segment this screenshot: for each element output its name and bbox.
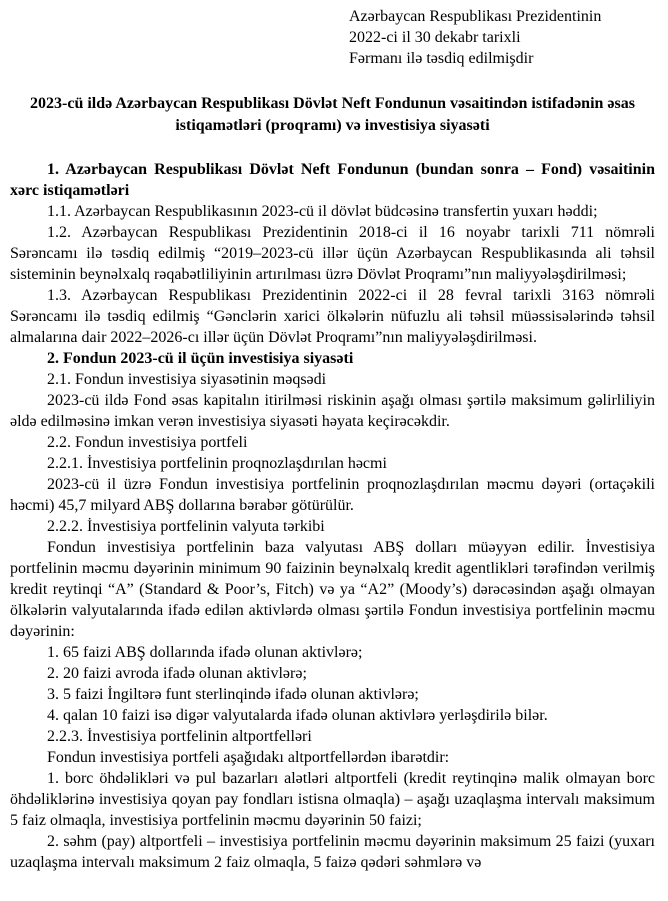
currency-list-item-3: 3. 5 faizi İngiltərə funt sterlinqində ifadə olunan aktivlərə; xyxy=(47,686,419,703)
para-1-3: 1.3. Azərbaycan Respublikası Prezidentinin 2022-ci il 28 fevral tarixli 3163 nömrəli Sərəncamı ilə təsdiq edilmiş “Gənclərin xarici ölkələrin nüfuzlu ali təhsil müəssisələrində təhsil almalarına dair 2022–2026-cı illər üçün Dövlət Proqramı”nın maliyyələşdirilməsi. xyxy=(10,287,655,346)
currency-list-item-1: 1. 65 faizi ABŞ dollarında ifadə olunan aktivlərə; xyxy=(47,644,363,661)
para-subportfolio-2: 2. səhm (pay) altportfeli – investisiya portfelinin məcmu dəyərinin maksimum 25 faizi (yuxarı uzaqlaşma intervalı maksimum 2 faiz olmaqla, 5 faizə qədəri səhmlərə və xyxy=(10,833,655,871)
para-subportfolio-1: 1. borc öhdəlikləri və pul bazarları alətləri altportfeli (kredit reytinqinə malik olmayan borc öhdəliklərinə investisiya qoyan pay fondları istisna olmaqla) – aşağı uzaqlaşma intervalı maksimum 5 faiz olmaqla, investisiya portfelinin məcmu dəyərinin 50 faizi; xyxy=(10,770,655,829)
para-2-2-2-body: Fondun investisiya portfelinin baza valyutası ABŞ dolları müəyyən edilir. İnvestisiya portfelinin məcmu dəyərinin minimum 90 faizinin beynəlxalq kredit agentlikləri tərəfindən verilmiş kredit reytinqi “A” (Standard & Poor’s, Fitch) və ya “A2” (Moody’s) dərəcəsindən aşağı olmayan ölkələrin valyutalarında ifadə edilən aktivlərdə olması şərtilə Fondun investisiya portfelinin məcmu dəyərinin: xyxy=(10,539,655,640)
approval-line-2: 2022-ci il 30 dekabr tarixli xyxy=(349,29,521,46)
currency-list-item-4: 4. qalan 10 faizi isə digər valyutalarda ifadə olunan aktivlərə yerləşdirilə bilər. xyxy=(47,707,548,724)
para-1-1: 1.1. Azərbaycan Respublikasının 2023-cü il dövlət büdcəsinə transfertin yuxarı həddi; xyxy=(47,203,598,220)
currency-list-item-2: 2. 20 faizi avroda ifadə olunan aktivlərə; xyxy=(47,665,307,682)
para-2-2-1-body: 2023-cü il üzrə Fondun investisiya portfelinin proqnozlaşdırılan məcmu dəyəri (ortaçəkili həcmi) 45,7 milyard ABŞ dollarına bərabər götürülür. xyxy=(10,476,655,514)
heading-2-2: 2.2. Fondun investisiya portfeli xyxy=(47,434,248,451)
para-2-1-body: 2023-cü ildə Fond əsas kapitalın itirilməsi riskinin aşağı olması şərtilə maksimum gəlirliliyin əldə edilməsinə imkan verən investisiya siyasəti həyata keçirəcəkdir. xyxy=(10,392,655,430)
heading-2-2-1: 2.2.1. İnvestisiya portfelinin proqnozlaşdırılan həcmi xyxy=(47,455,387,472)
para-1-2: 1.2. Azərbaycan Respublikası Prezidentinin 2018-ci il 16 noyabr tarixli 711 nömrəli Sərəncamı ilə təsdiq edilmiş “2019–2023-cü illər üçün Azərbaycan Respublikasında ali təhsil sisteminin beynəlxalq rəqabətliliyinin artırılması üzrə Dövlət Proqramı”nın maliyyələşdirilməsi; xyxy=(10,224,655,283)
heading-2-2-2: 2.2.2. İnvestisiya portfelinin valyuta tərkibi xyxy=(47,518,325,535)
approval-line-1: Azərbaycan Respublikası Prezidentinin xyxy=(349,8,602,25)
heading-section-1: 1. Azərbaycan Respublikası Dövlət Neft Fondunun (bundan sonra – Fond) vəsaitinin xərc istiqamətləri xyxy=(10,161,655,199)
document-title: 2023-cü ildə Azərbaycan Respublikası Dövlət Neft Fondunun vəsaitindən istifadənin əsas istiqamətləri (proqramı) və investisiya siyasəti xyxy=(30,95,635,134)
heading-2-1: 2.1. Fondun investisiya siyasətinin məqsədi xyxy=(47,371,327,388)
approval-block xyxy=(349,6,655,69)
heading-2-2-3: 2.2.3. İnvestisiya portfelinin altportfelləri xyxy=(47,728,312,745)
approval-line-3: Fərmanı ilə təsdiq edilmişdir xyxy=(349,50,534,67)
heading-section-2: 2. Fondun 2023-cü il üçün investisiya siyasəti xyxy=(47,350,354,367)
para-subportfolio-intro: Fondun investisiya portfeli aşağıdakı altportfellərdən ibarətdir: xyxy=(47,749,450,766)
